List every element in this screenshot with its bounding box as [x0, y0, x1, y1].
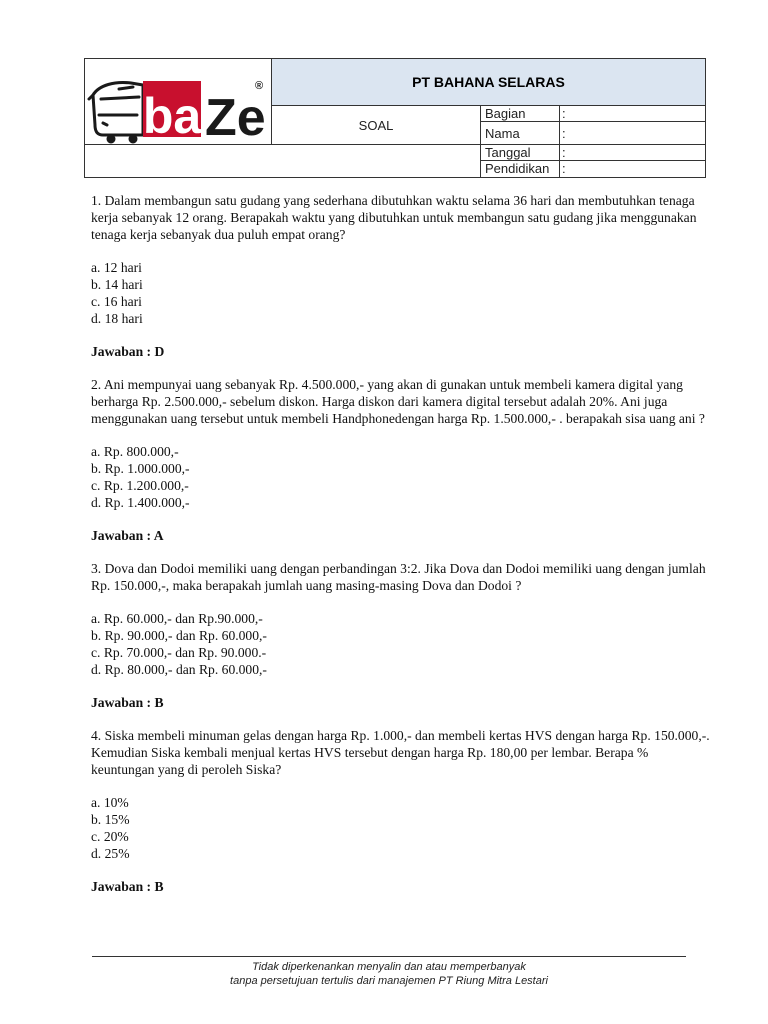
logo-text-ze: Ze [205, 89, 266, 145]
option-item: d. 25% [91, 846, 130, 861]
option-item: a. 10% [91, 795, 129, 810]
options-list [91, 443, 711, 511]
field-colon: : [562, 126, 566, 141]
option-item: b. Rp. 1.000.000,- [91, 461, 190, 476]
registered-mark: ® [255, 80, 264, 92]
logo-cell [85, 59, 272, 145]
field-pendidikan[interactable] [481, 161, 705, 177]
logo-text-ba: ba [142, 88, 202, 144]
option-item: c. 16 hari [91, 294, 142, 309]
option-item: c. Rp. 70.000,- dan Rp. 90.000.- [91, 645, 267, 660]
field-tanggal[interactable] [481, 145, 705, 161]
field-bagian[interactable] [481, 106, 705, 122]
option-item: c. 20% [91, 829, 129, 844]
answer-text: Jawaban : A [91, 528, 164, 543]
field-colon: : [562, 161, 566, 176]
question-text: 2. Ani mempunyai uang sebanyak Rp. 4.500.000,- yang akan di gunakan untuk membeli kamera digital yang berharga Rp. 2.500.000,- sebelum diskon. Harga diskon dari kamera digital tersebut adalah 20%. Ani juga menggunakan uang tersebut untuk membeli Handphonedengan harga Rp. 1.500.000,- . berapakah sisa uang ani ? [91, 377, 705, 426]
field-label: Nama [485, 126, 520, 141]
question-list [91, 192, 711, 911]
option-item: b. Rp. 90.000,- dan Rp. 60.000,- [91, 628, 267, 643]
header-table [84, 58, 706, 178]
footer-divider [92, 956, 686, 957]
field-colon: : [562, 145, 566, 160]
bus-icon [89, 83, 143, 143]
option-item: d. Rp. 80.000,- dan Rp. 60.000,- [91, 662, 267, 677]
question-text: 1. Dalam membangun satu gudang yang sederhana dibutuhkan waktu selama 36 hari dan membutuhkan tenaga kerja sebanyak 12 orang. Berapakah waktu yang dibutuhkan untuk membangun satu gudang jika menggunakan tenaga kerja sebanyak dua puluh empat orang? [91, 193, 697, 242]
options-list [91, 610, 711, 678]
answer-text: Jawaban : B [91, 879, 164, 894]
answer-text: Jawaban : B [91, 695, 164, 710]
company-name: PT BAHANA SELARAS [272, 59, 705, 106]
field-nama[interactable] [481, 122, 705, 145]
footer-line-1: Tidak diperkenankan menyalin dan atau memperbanyak [252, 961, 526, 973]
field-label: Tanggal [485, 145, 531, 160]
footer-notice [92, 960, 686, 988]
option-item: b. 14 hari [91, 277, 143, 292]
option-item: a. Rp. 60.000,- dan Rp.90.000,- [91, 611, 263, 626]
baze-logo [85, 59, 271, 145]
option-item: a. Rp. 800.000,- [91, 444, 179, 459]
option-item: b. 15% [91, 812, 130, 827]
header-blank-cell [85, 145, 481, 177]
footer-line-2: tanpa persetujuan tertulis dari manajemen PT Riung Mitra Lestari [230, 975, 548, 987]
field-label: Pendidikan [485, 161, 550, 176]
field-colon: : [562, 106, 566, 121]
option-item: a. 12 hari [91, 260, 142, 275]
options-list [91, 794, 711, 862]
option-item: d. Rp. 1.400.000,- [91, 495, 190, 510]
field-label: Bagian [485, 106, 526, 121]
question-text: 3. Dova dan Dodoi memiliki uang dengan perbandingan 3:2. Jika Dova dan Dodoi memiliki uang dengan jumlah Rp. 150.000,-, maka berapakah jumlah uang masing-masing Dova dan Dodoi ? [91, 561, 706, 593]
question-text: 4. Siska membeli minuman gelas dengan harga Rp. 1.000,- dan membeli kertas HVS dengan harga Rp. 150.000,-. Kemudian Siska kembali menjual kertas HVS tersebut dengan harga Rp. 180,00 per lembar. Berapa % keuntungan yang di peroleh Siska? [91, 728, 710, 777]
options-list [91, 259, 711, 327]
option-item: c. Rp. 1.200.000,- [91, 478, 189, 493]
option-item: d. 18 hari [91, 311, 143, 326]
document-type: SOAL [272, 106, 481, 145]
info-fields [481, 106, 705, 177]
answer-text: Jawaban : D [91, 344, 165, 359]
